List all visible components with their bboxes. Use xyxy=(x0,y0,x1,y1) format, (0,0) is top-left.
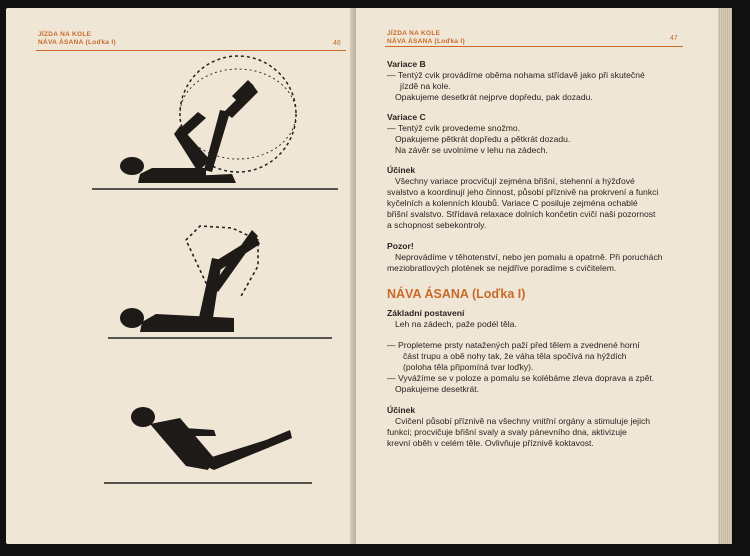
pozor-line-1: Neprovádíme v těhotenství, nebo jen pomalu a opatrně. Při poruchách xyxy=(395,252,663,262)
pozor-line-2: meziobratlových plotének se nejdříve poradíme s cvičitelem. xyxy=(387,263,617,273)
left-header-line2: NÁVA ÁSANA (Loďka I) xyxy=(38,39,116,46)
zakladni-heading: Základní postavení xyxy=(387,308,465,318)
pozor-heading: Pozor! xyxy=(387,241,414,251)
ucinek-2-line-2: funkci; procvičuje břišní svaly a svaly pánevního dna, aktivizuje xyxy=(387,427,627,437)
ucinek-1-heading: Účinek xyxy=(387,165,416,175)
ucinek-2-line-3: krevní oběh v celém těle. Ovlivňuje příznivě koktavost. xyxy=(387,438,594,448)
figure-boat-pose xyxy=(131,407,292,470)
variace-b-heading: Variace B xyxy=(387,59,426,69)
ucinek-1-line-2: svalstvo a koordinují jeho činnost, působí příznivě na prokrvení a funkci xyxy=(387,187,659,197)
figure-bicycle-2 xyxy=(120,226,260,332)
steps-line-1: — Propleteme prsty natažených paží před tělem a zvednené horní xyxy=(387,340,640,350)
variace-c-line-3: Na závěr se uvolníme v lehu na zádech. xyxy=(395,145,548,155)
steps-line-5: Opakujeme desetkrát. xyxy=(395,384,480,394)
right-header-line1: JÍZDA NA KOLE xyxy=(387,30,441,37)
ucinek-1-line-5: a schopnost sebekontroly. xyxy=(387,220,487,230)
steps-line-2: část trupu a obě nohy tak, že váha těla spočívá na hýždích xyxy=(403,351,627,361)
right-header xyxy=(387,30,465,46)
ucinek-1-line-4: břišní svalstvo. Střídavá relaxace dolních končetin cvičí naši pozornost xyxy=(387,209,656,219)
steps-line-3: (poloha těla připomíná tvar loďky). xyxy=(403,362,534,372)
right-header-line2: NÁVA ÁSANA (Loďka I) xyxy=(387,38,465,45)
ucinek-1-line-1: Všechny variace procvičují zejména břišní, stehenní a hýžďové xyxy=(395,176,635,186)
zakladni-line-1: Leh na zádech, paže podél těla. xyxy=(395,319,517,329)
left-header-line1: JÍZDA NA KOLE xyxy=(38,31,92,38)
steps-line-4: — Vyvážíme se v poloze a pomalu se kolébáme zleva doprava a zpět. xyxy=(387,373,655,383)
variace-c-heading: Variace C xyxy=(387,112,426,122)
variace-c-line-1: — Tentýž cvik provedeme snožmo. xyxy=(387,123,521,133)
variace-b-line-3: Opakujeme desetkrát nejprve dopředu, pak dozadu. xyxy=(395,92,593,102)
ucinek-2-heading: Účinek xyxy=(387,405,416,415)
figure-bicycle-1 xyxy=(120,56,296,183)
left-page-number: 46 xyxy=(333,40,341,47)
variace-b-line-2: jízdě na kole. xyxy=(400,81,451,91)
right-header-rule xyxy=(385,46,683,47)
variace-c-line-2: Opakujeme pětkrát dopředu a pětkrát dozadu. xyxy=(395,134,571,144)
ucinek-2-line-1: Cvičení působí příznivě na všechny vnitřní orgány a stimuluje jejich xyxy=(395,416,651,426)
section-title: NÁVA ÁSANA (Loďka I) xyxy=(387,287,526,301)
ucinek-1-line-3: kyčelních a kolenních kloubů. Variace C posiluje zejména ochablé xyxy=(387,198,638,208)
variace-b-line-1: — Tentýž cvik provádíme oběma nohama střídavě jako při skutečné xyxy=(387,70,645,80)
right-page-number: 47 xyxy=(670,35,678,42)
